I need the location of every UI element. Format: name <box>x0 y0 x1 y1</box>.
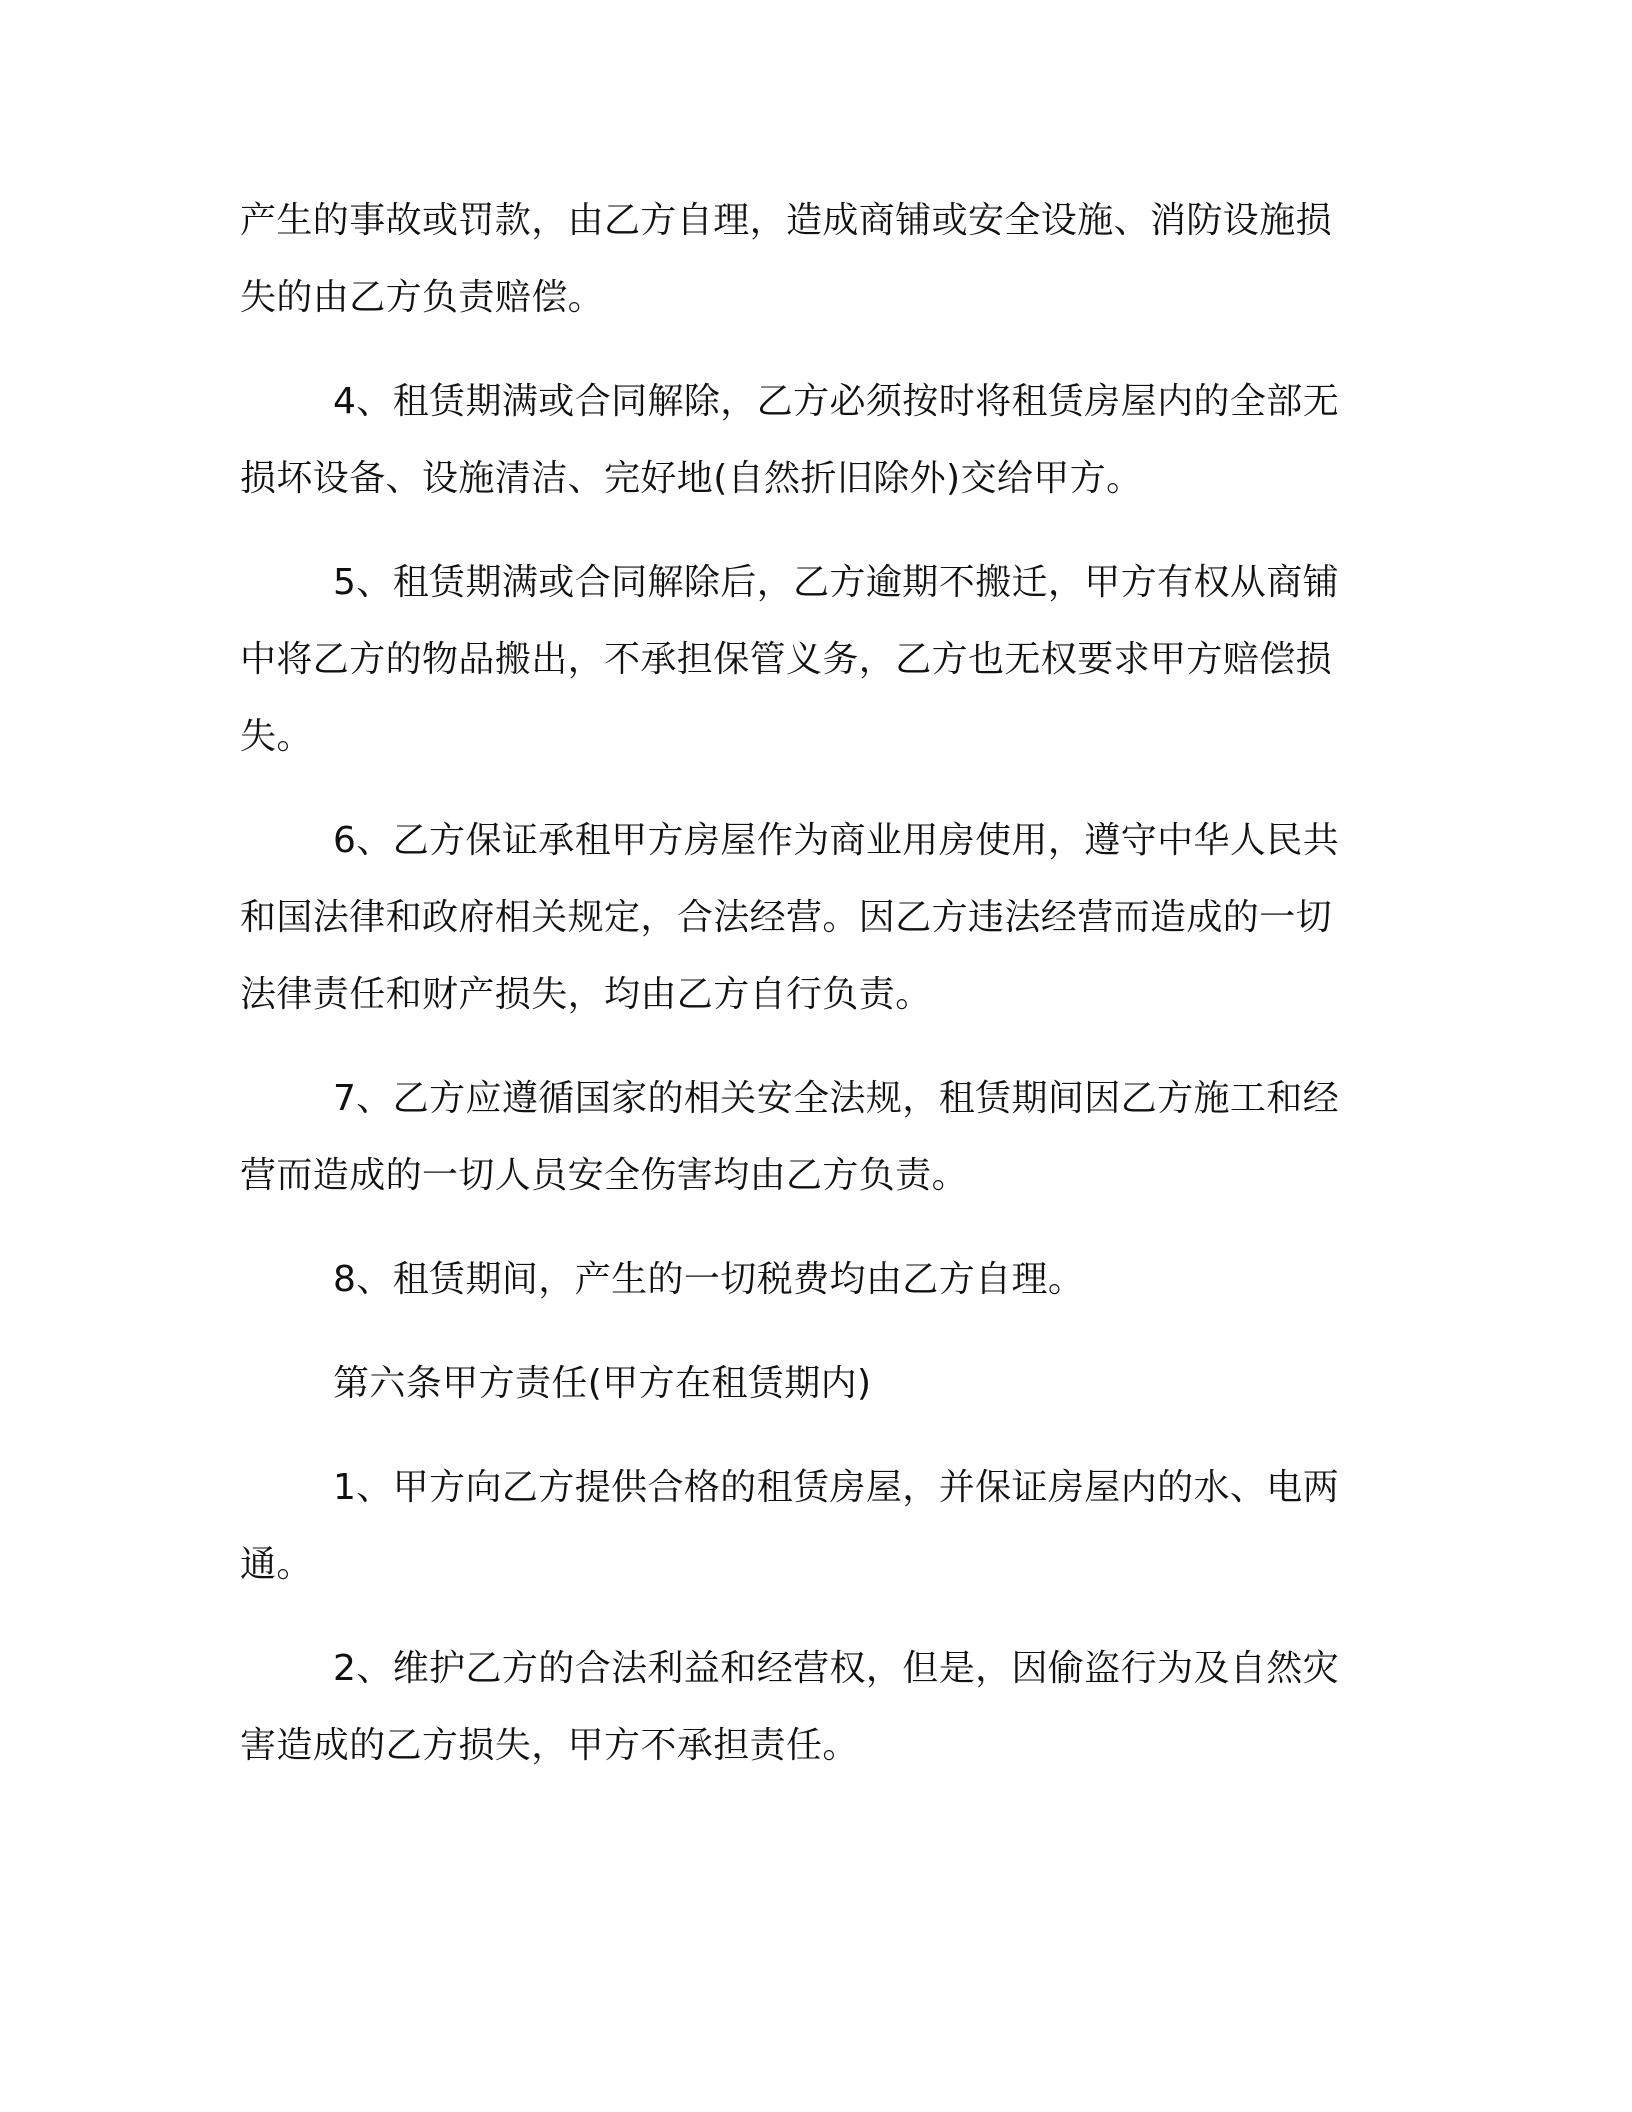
paragraph-item-5: 5、租赁期满或合同解除后，乙方逾期不搬迁，甲方有权从商铺中将乙方的物品搬出，不承担保管义务，乙方也无权要求甲方赔偿损失。 <box>240 562 1340 757</box>
paragraph-item-7: 7、乙方应遵循国家的相关安全法规，租赁期间因乙方施工和经营而造成的一切人员安全伤害均由乙方负责。 <box>240 1078 1340 1196</box>
paragraph-article-6-item-2: 2、维护乙方的合法利益和经营权，但是，因偷盗行为及自然灾害造成的乙方损失，甲方不承担责任。 <box>240 1648 1340 1766</box>
paragraph-item-6: 6、乙方保证承租甲方房屋作为商业用房使用，遵守中华人民共和国法律和政府相关规定，合法经营。因乙方违法经营而造成的一切法律责任和财产损失，均由乙方自行负责。 <box>240 820 1340 1015</box>
paragraph-continuation: 产生的事故或罚款，由乙方自理，造成商铺或安全设施、消防设施损失的由乙方负责赔偿。 <box>240 200 1333 318</box>
document-body <box>240 182 1362 1811</box>
paragraph-item-8: 8、租赁期间，产生的一切税费均由乙方自理。 <box>333 1259 1085 1300</box>
section-heading-article-6: 第六条甲方责任(甲方在租赁期内) <box>333 1363 872 1404</box>
paragraph-item-4: 4、租赁期满或合同解除，乙方必须按时将租赁房屋内的全部无损坏设备、设施清洁、完好地(自然折旧除外)交给甲方。 <box>240 381 1340 499</box>
paragraph-article-6-item-1: 1、甲方向乙方提供合格的租赁房屋，并保证房屋内的水、电两通。 <box>240 1467 1340 1585</box>
